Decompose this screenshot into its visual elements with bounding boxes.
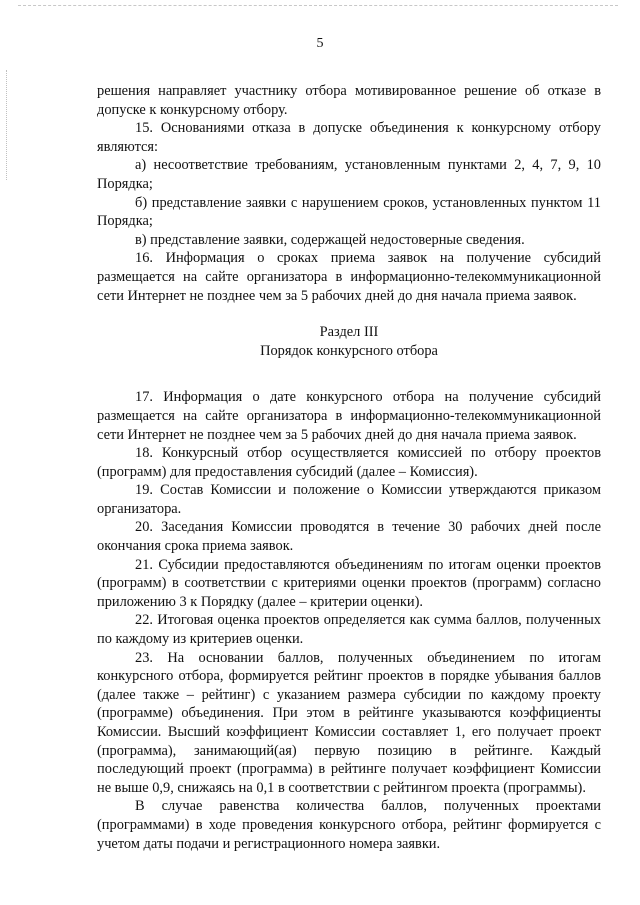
- paragraph: 18. Конкурсный отбор осуществляется комиссией по отбору проектов (программ) для предоставления субсидий (далее – Комиссия).: [97, 445, 601, 480]
- paragraph: В случае равенства количества баллов, полученных проектами (программами) в ходе проведения конкурсного отбора, рейтинг формируется с учетом даты подачи и регистрационного номера заявки.: [97, 798, 601, 852]
- paragraph: а) несоответствие требованиям, установленным пунктами 2, 4, 7, 9, 10 Порядка;: [97, 157, 601, 192]
- paragraph: 21. Субсидии предоставляются объединениям по итогам оценки проектов (программ) в соответствии с критериями оценки проектов (программ) согласно приложению 3 к Порядку (далее – критерии оценки).: [97, 556, 601, 610]
- paragraph: б) представление заявки с нарушением сроков, установленных пунктом 11 Порядка;: [97, 194, 601, 230]
- paragraph: 22. Итоговая оценка проектов определяется как сумма баллов, полученных по каждому из критериев оценки.: [97, 612, 601, 648]
- paragraph: в) представление заявки, содержащей недостоверные сведения.: [135, 231, 525, 248]
- scan-margin-marks: [6, 70, 11, 180]
- paragraph: 19. Состав Комиссии и положение о Комиссии утверждаются приказом организатора.: [97, 482, 601, 517]
- section-label: Раздел III: [319, 324, 379, 341]
- paragraph: 17. Информация о дате конкурсного отбора на получение субсидий размещается на сайте организатора в информационно-телекоммуникационной сети Интернет не позднее чем за 5 рабочих дней до дня начала приема заявок.: [97, 389, 601, 443]
- section-title: Порядок конкурсного отбора: [260, 342, 438, 359]
- paragraph: 20. Заседания Комиссии проводятся в течение 30 рабочих дней после окончания срока приема заявок.: [97, 519, 601, 555]
- scan-top-edge: [18, 5, 618, 6]
- page-number: 5: [316, 36, 324, 51]
- paragraph-group-after-section: [97, 388, 601, 853]
- paragraph-group-before-section: [97, 82, 601, 305]
- document-body: [97, 82, 601, 853]
- paragraph: 15. Основаниями отказа в допуске объединения к конкурсному отбору являются:: [97, 120, 601, 155]
- paragraph: 16. Информация о сроках приема заявок на получение субсидий размещается на сайте организатора в информационно-телекоммуникационной сети Интернет не позднее чем за 5 рабочих дней до дня начала приема заявок.: [97, 250, 601, 304]
- paragraph: решения направляет участнику отбора мотивированное решение об отказе в допуске к конкурсному отбору.: [97, 83, 601, 118]
- paragraph: 23. На основании баллов, полученных объединением по итогам конкурсного отбора, формируется рейтинг проектов в порядке убывания баллов (далее также – рейтинг) с указанием размера субсидии по каждому проекту (программе) объединения. При этом в рейтинге указываются коэффициенты Комиссии. Высший коэффициент Комиссии составляет 1, его получает проект (программа), занимающий(ая) первую позицию в рейтинге. Каждый последующий проект (программа) в рейтинге получает коэффициент Комиссии не выше 0,9, снижаясь на 0,1 в соответствии с рейтингом проекта (программы).: [97, 649, 601, 796]
